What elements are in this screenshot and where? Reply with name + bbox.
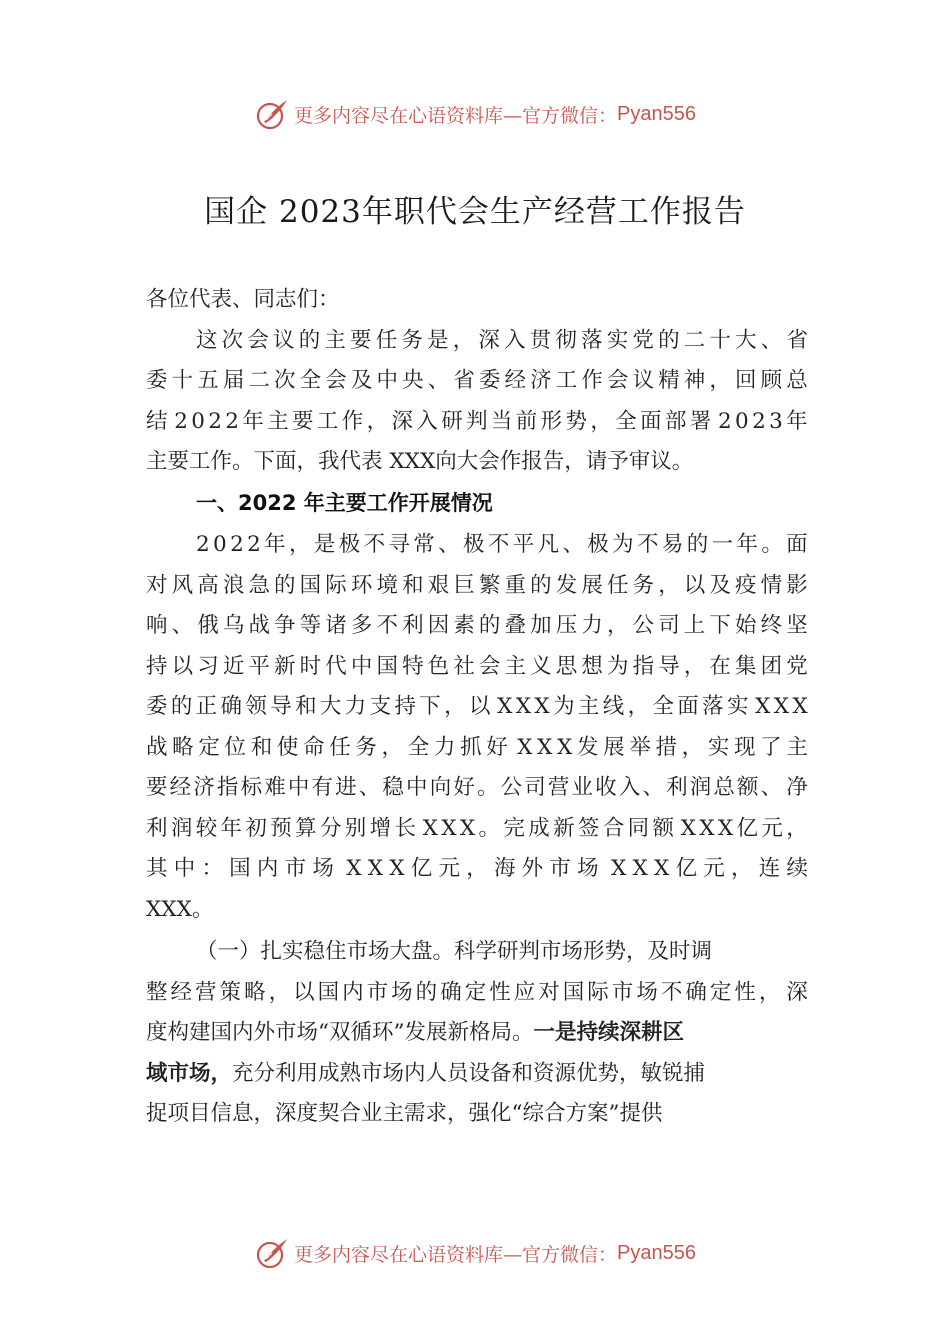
para2-line-10: XXX。 [146,896,214,922]
para2-line-2: 对 风 高 浪 急 的 国 际 环 境 和 艰 巨 繁 重 的 发 展 任 务 ， 以 及 疫 情 影 [146,572,808,598]
quill-logo-icon [254,1235,290,1271]
para1-line-1: 这 次 会 议 的 主 要 任 务 是 ， 深 入 贯 彻 落 实 党 的 二 十 大 、 省 [196,327,808,353]
para2-line-4: 持 以 习 近 平 新 时 代 中 国 特 色 社 会 主 义 思 想 为 指 导 ， 在 集 团 党 [146,653,808,679]
para3-line-3 [146,1013,808,1054]
para3-line-2: 整 经 营 策 略 ， 以 国 内 市 场 的 确 定 性 应 对 国 际 市 场 不 确 定 性 ， 深 [146,979,808,1005]
para2-line-3: 响 、 俄 乌 战 争 等 诸 多 不 利 因 素 的 叠 加 压 力 ， 公 司 上 下 始 终 坚 [146,613,808,638]
watermark-text: 更多内容尽在心语资料库—官方微信： [294,1243,618,1266]
watermark-footer [0,1231,950,1275]
para2-line-7: 要 经 济 指 标 难 中 有 进 、 稳 中 向 好 。 公 司 营 业 收 入 、 利 润 总 额 、 净 [146,775,808,800]
para3-emphasis-1: 一是持续深耕区 [533,1020,685,1045]
para2-line-5: 委 的 正 确 领 导 和 大 力 支 持 下 ， 以 X X X 为 主 线 ， 全 面 落 实 X X X [146,694,808,719]
para3-line-1: （一）扎实稳住市场大盘。科学研判市场形势，及时调 [196,939,713,964]
para1-line-3: 结 2 0 2 2 年 主 要 工 作 ， 深 入 研 判 当 前 形 势 ， 全 面 部 署 2 0 2 3 年 [146,408,808,434]
para3-emphasis-2: 域市场， [146,1060,233,1086]
para2-line-8: 利 润 较 年 初 预 算 分 别 增 长 X X X 。 完 成 新 签 合 同 额 X X X 亿 元 ， [146,815,808,841]
watermark-header [0,92,950,136]
para1-line-2: 委 十 五 届 二 次 全 会 及 中 央 、 省 委 经 济 工 作 会 议 精 神 ， 回 顾 总 [146,368,808,393]
para2-line-1: 2 0 2 2 年 ， 是 极 不 寻 常 、 极 不 平 凡 、 极 为 不 易 的 一 年 。 面 [196,532,808,557]
watermark-wechat-id: Pyan556 [617,1241,696,1264]
document-body [146,280,808,1135]
document-title: 国企 2023年职代会生产经营工作报告 [204,194,746,230]
para3-line-4-text: 充分利用成熟市场内人员设备和资源优势，敏锐捕 [232,1060,706,1086]
para3-line-5: 捉项目信息，深度契合业主需求，强化“综合方案”提供 [146,1101,663,1126]
watermark-wechat-id: Pyan556 [617,102,696,125]
para2-line-9: 其 中 ： 国 内 市 场 X X X 亿 元 ， 海 外 市 场 X X X 亿 元 ， 连 续 [146,856,808,881]
para1-line-4: 主要工作。下面，我代表 XXX向大会作报告，请予审议。 [146,449,694,474]
section-heading-1: 一、2022 年主要工作开展情况 [196,490,493,515]
para2-line-6: 战 略 定 位 和 使 命 任 务 ， 全 力 抓 好 X X X 发 展 举 措 ， 实 现 了 主 [146,734,808,760]
para3-line-4 [146,1054,808,1095]
para3-line-3-text: 度构建国内外市场“双循环”发展新格局。 [146,1020,534,1045]
quill-logo-icon [254,96,290,132]
watermark-text: 更多内容尽在心语资料库—官方微信： [294,104,618,127]
greeting: 各位代表、同志们： [146,287,340,312]
